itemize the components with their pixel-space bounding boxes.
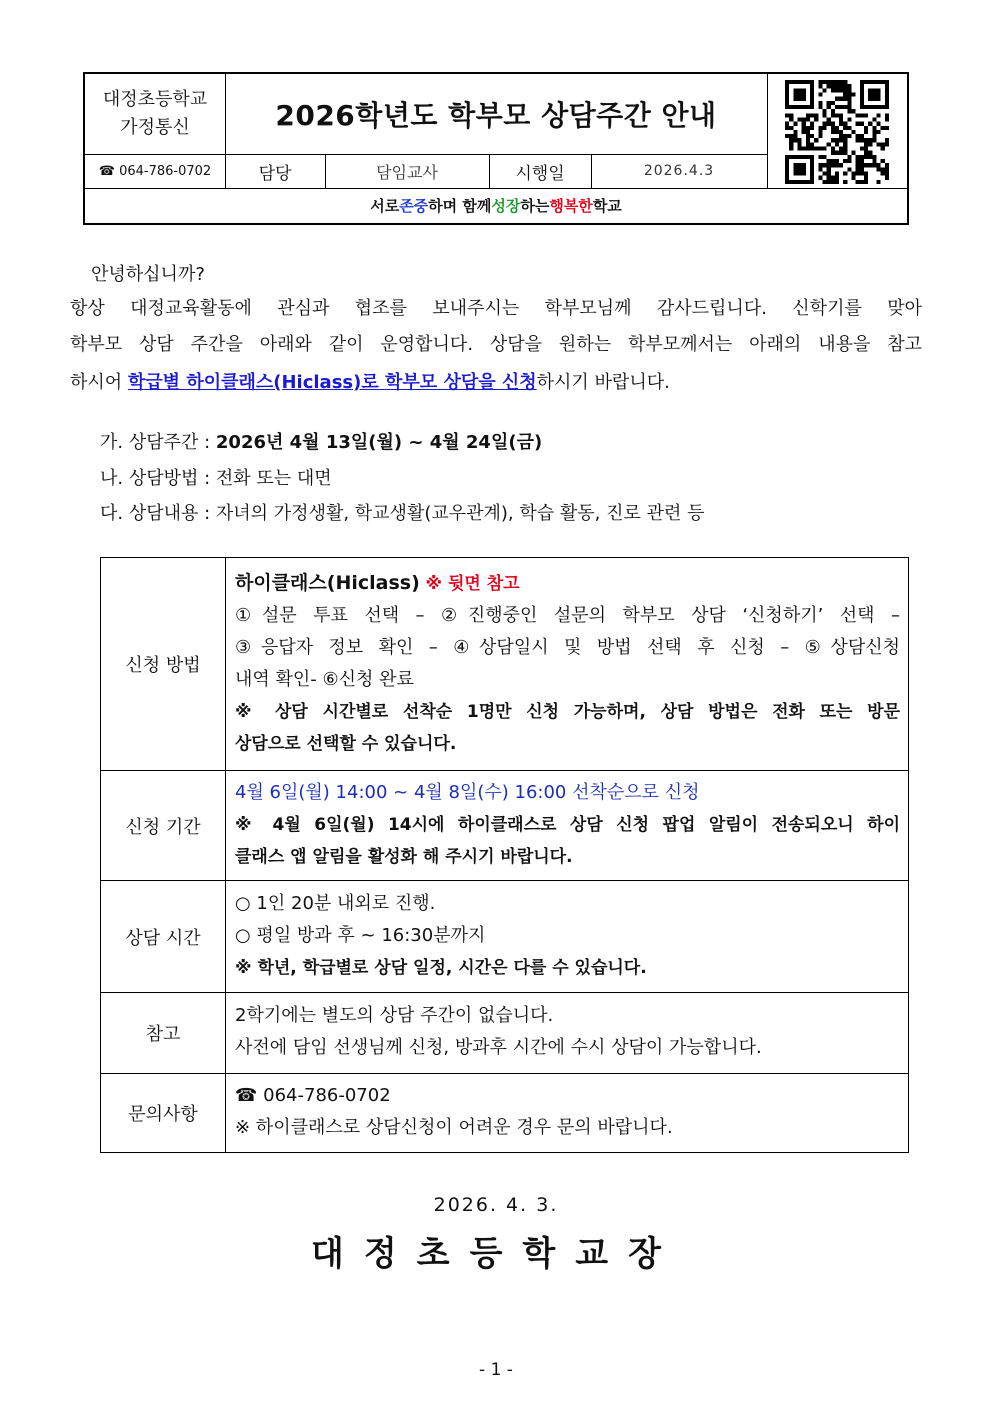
date-label: 시행일: [515, 163, 565, 184]
row-header-method: 신청 방법: [101, 558, 226, 771]
intro-text: 하시어: [70, 372, 128, 393]
item-period: [100, 428, 542, 454]
table-row: [101, 993, 909, 1074]
method-step: 내역 확인- ⑥신청 완료: [235, 668, 414, 690]
principal-signature: 대정초등학교장: [311, 1234, 681, 1274]
table-row: [101, 881, 909, 993]
motto-happy: 행복한: [549, 197, 593, 215]
item-label: 다. 상담내용 :: [100, 503, 216, 524]
intro-line: 학부모 상담 주간을 아래와 같이 운영합니다. 상담을 원하는 학부모께서는 아래의 내용을 참고: [70, 334, 922, 355]
method-note: 상담으로 선택할 수 있습니다.: [235, 733, 457, 754]
motto-part: 서로: [370, 197, 400, 215]
greeting: 안녕하십니까?: [91, 264, 205, 285]
phone-number: ☎ 064-786-0702: [98, 163, 212, 179]
inquiry-note: ※ 하이클래스로 상담신청이 어려운 경우 문의 바랍니다.: [235, 1117, 673, 1138]
motto-part: 하며 함께: [428, 197, 492, 215]
intro-line: 항상 대정교육활동에 관심과 협조를 보내주시는 학부모님께 감사드립니다. 신학기를 맞아: [70, 298, 922, 319]
time-content: [226, 881, 909, 993]
time-line: ○ 평일 방과 후 ~ 16:30분까지: [235, 924, 486, 946]
reference-line: 2학기에는 별도의 상담 주간이 없습니다.: [235, 1005, 554, 1026]
method-step: ③응답자 정보 확인 – ④상담일시 및 방법 선택 후 신청 – ⑤상담신청: [235, 636, 900, 658]
period-note: ※ 4월 6일(월) 14시에 하이클래스로 상담 신청 팝업 알림이 전송되오니 하이: [235, 814, 900, 835]
row-header-reference: 참고: [101, 993, 226, 1074]
period-content: [226, 771, 909, 881]
method-note: ※ 상담 시간별로 선착순 1명만 신청 가능하며, 상담 방법은 전화 또는 방문: [235, 701, 900, 722]
item-label: 나. 상담방법 :: [100, 468, 216, 489]
item-value: 2026년 4월 13일(월) ~ 4월 24일(금): [215, 432, 543, 453]
reference-line: 사전에 담임 선생님께 신청, 방과후 시간에 수시 상담이 가능합니다.: [235, 1037, 762, 1058]
table-row: [101, 771, 909, 881]
period-note: 클래스 앱 알림을 활성화 해 주시기 바랍니다.: [235, 846, 573, 867]
inquiry-content: [226, 1074, 909, 1153]
time-line: ○ 1인 20분 내외로 진행.: [235, 892, 436, 914]
row-header-period: 신청 기간: [101, 771, 226, 881]
intro-text: 하시기 바랍니다.: [536, 372, 670, 393]
item-method: [100, 464, 332, 490]
row-header-time: 상담 시간: [101, 881, 226, 993]
charge-value: 담임교사: [376, 162, 438, 182]
method-content: [226, 558, 909, 771]
newsletter-header: [83, 72, 909, 225]
method-title: 하이클래스(Hiclass): [235, 571, 420, 594]
table-row: [101, 1074, 909, 1153]
period-main: 4월 6일(월) 14:00 ~ 4월 8일(수) 16:00 선착순으로 신청: [235, 781, 700, 803]
date-value: 2026.4.3: [643, 163, 715, 179]
item-value: 자녀의 가정생활, 학교생활(교우관계), 학습 활동, 진로 관련 등: [215, 503, 705, 524]
page-number: - 1 -: [479, 1360, 513, 1380]
item-value: 전화 또는 대면: [215, 468, 332, 489]
issue-date: 2026. 4. 3.: [433, 1194, 559, 1216]
table-row: [101, 558, 909, 771]
school-name-line1: 대정초등학교: [102, 89, 208, 110]
charge-label: 담당: [258, 163, 292, 184]
method-step: ①설문 투표 선택 – ②진행중인 설문의 학부모 상담 ‘신청하기’ 선택 –: [235, 604, 900, 626]
school-motto: [85, 188, 907, 223]
method-title-note: ※ 뒷면 참고: [425, 573, 520, 594]
intro-line: [70, 368, 922, 394]
page-title: 2026학년도 학부모 상담주간 안내: [275, 99, 717, 132]
reference-content: [226, 993, 909, 1074]
motto-growth: 성장: [491, 197, 521, 215]
row-header-inquiry: 문의사항: [101, 1074, 226, 1153]
item-label: 가. 상담주간 :: [100, 432, 216, 453]
method-title-line: [235, 567, 900, 600]
info-table: [100, 557, 909, 1153]
hiclass-apply-link[interactable]: 학급별 하이클래스(Hiclass)로 학부모 상담을 신청: [127, 372, 537, 393]
item-content: [100, 499, 704, 525]
school-name: [85, 74, 225, 154]
motto-respect: 존중: [399, 197, 429, 215]
motto-part: 하는: [520, 197, 550, 215]
qr-code-icon[interactable]: [785, 80, 889, 184]
motto-part: 학교: [592, 197, 622, 215]
inquiry-phone: ☎ 064-786-0702: [235, 1085, 391, 1106]
time-note: ※ 학년, 학급별로 상담 일정, 시간은 다를 수 있습니다.: [235, 957, 647, 978]
school-name-line2: 가정통신: [120, 117, 190, 138]
